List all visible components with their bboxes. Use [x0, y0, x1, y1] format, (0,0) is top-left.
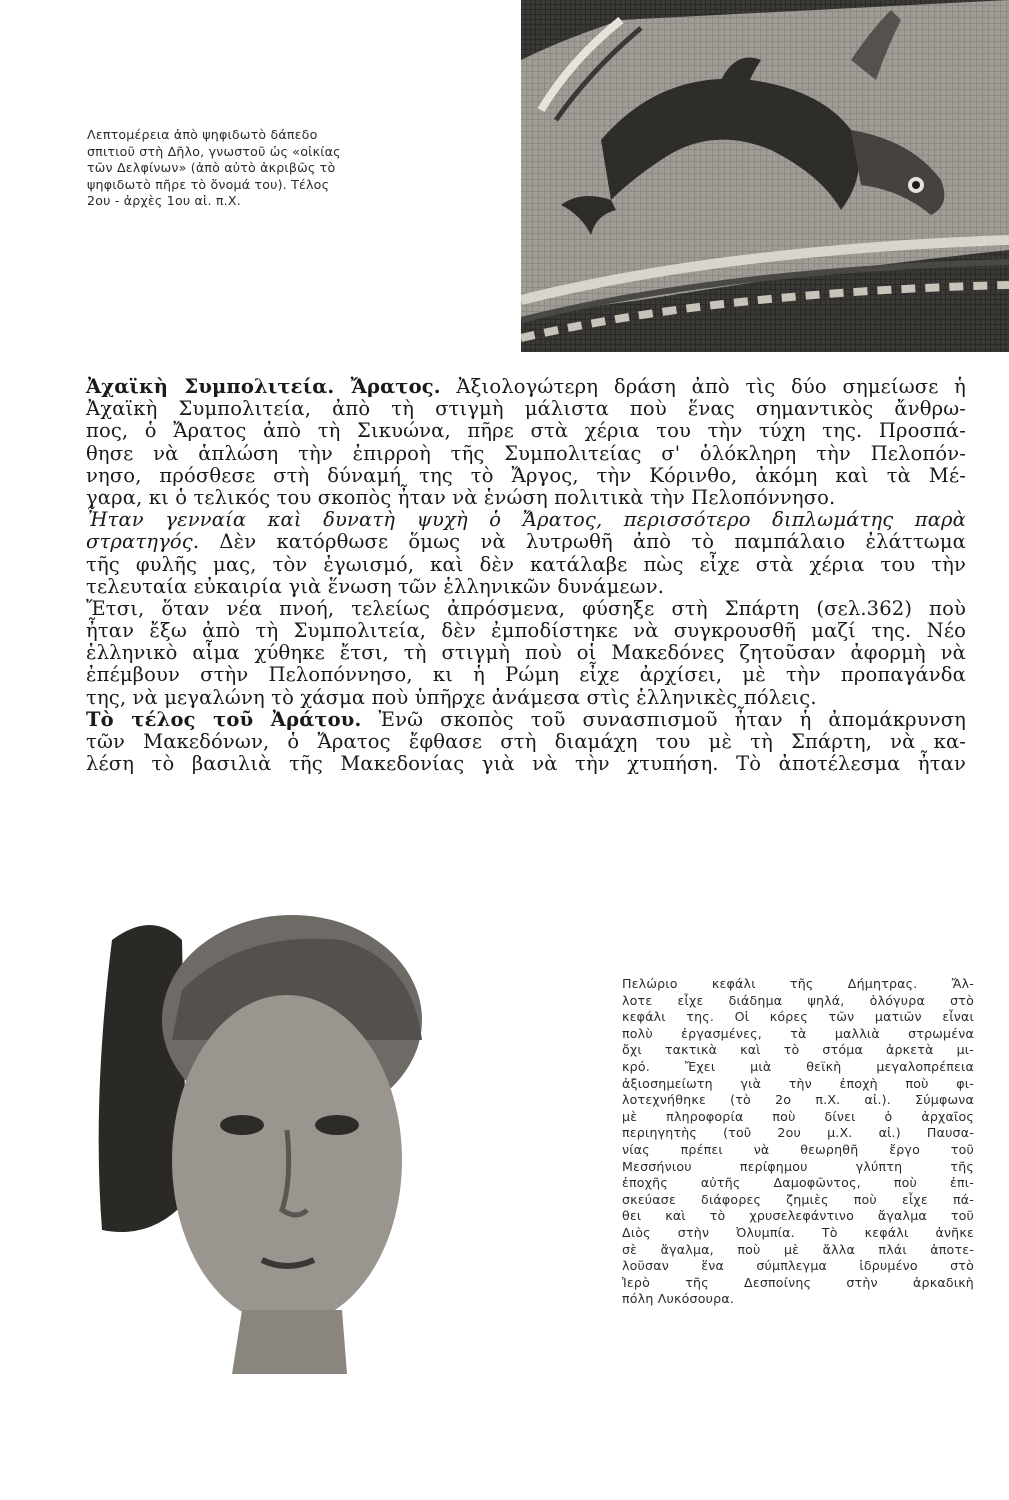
- caption-line: περιηγητὴς (τοῦ 2ου μ.Χ. αἰ.) Παυσα-: [622, 1125, 974, 1141]
- caption-line: πόλη Λυκόσουρα.: [622, 1291, 735, 1307]
- text-line: Ἀχαϊκὴ Συμπολιτεία, ἀπὸ τὴ στιγμὴ μάλιστα ποὺ ἕνας σημαντικὸς ἄνθρω-: [86, 397, 966, 421]
- caption-line: κρό. Ἔχει μιὰ θεϊκὴ μεγαλοπρέπεια: [622, 1058, 974, 1074]
- caption-line: ὄχι τακτικὰ καὶ τὸ στόμα ἀρκετὰ μι-: [622, 1042, 974, 1058]
- caption-line: νίας πρέπει νὰ θεωρηθῆ ἔργο τοῦ: [622, 1141, 974, 1157]
- main-article-text: [86, 376, 966, 775]
- text-line: πος, ὁ Ἄρατος ἀπὸ τὴ Σικυώνα, πῆρε στὰ χέρια του τὴν τύχη της. Προσπά-: [86, 419, 966, 443]
- text-line: τελευταία εὐκαιρία γιὰ ἕνωση τῶν ἑλληνικῶν δυνάμεων.: [86, 574, 665, 598]
- caption-line: Μεσσήνιου περίφημου γλύπτη τῆς: [622, 1158, 974, 1174]
- caption-line: ψηφιδωτὸ πῆρε τὸ ὄνομά του). Τέλος: [87, 176, 330, 192]
- text-line: τῆς φυλῆς μας, τὸν ἐγωισμό, καὶ δὲν κατάλαβε πὼς εἶχε στὰ χέρια του τὴν: [86, 552, 966, 576]
- caption-line: λοτεχνήθηκε (τὸ 2ο π.Χ. αἰ.). Σύμφωνα: [622, 1092, 974, 1108]
- demeter-caption: [622, 976, 974, 1308]
- caption-line: τῶν Δελφίνων» (ἀπὸ αὐτὸ ἀκριβῶς τὸ: [87, 160, 336, 176]
- text-line: Τὸ τέλος τοῦ Ἀράτου. Ἐνῶ σκοπὸς τοῦ συνασπισμοῦ ἦταν ἡ ἀπομάκρυνση: [86, 707, 966, 731]
- caption-line: λοῦσαν ἕνα σύμπλεγμα ἱδρυμένο στὸ: [622, 1258, 974, 1274]
- section-heading-achaean-league: Ἀχαϊκὴ Συμπολιτεία. Ἄρατος.: [86, 375, 441, 398]
- caption-line: σὲ ἄγαλμα, ποὺ μὲ ἄλλα πλάι ἀποτε-: [622, 1241, 974, 1257]
- caption-line: Διὸς στὴν Ὀλυμπία. Τὸ κεφάλι ἀνῆκε: [622, 1224, 974, 1240]
- caption-line: ἀξιοσημείωτη γιὰ τὴν ἐποχὴ ποὺ φι-: [622, 1075, 974, 1091]
- text-line: ἦταν ἔξω ἀπὸ τὴ Συμπολιτεία, δὲν ἐμποδίστηκε νὰ συγκρουσθῆ μαζί της. Νέο: [86, 619, 966, 643]
- caption-line: 2ου - ἀρχὲς 1ου αἱ. π.Χ.: [87, 193, 241, 209]
- caption-line: Πελώριο κεφάλι τῆς Δήμητρας. Ἄλ-: [622, 976, 974, 991]
- text-line: τῶν Μακεδόνων, ὁ Ἄρατος ἔφθασε στὴ διαμάχη του μὲ τὴ Σπάρτη, νὰ κα-: [86, 730, 966, 753]
- text-line: θησε νὰ ἁπλώση τὴν ἐπιρροὴ τῆς Συμπολιτείας σ' ὁλόκληρη τὴν Πελοπόν-: [86, 441, 966, 465]
- text-line: ἐπέμβουν στὴν Πελοπόννησο, κι ἡ Ρώμη εἶχε ἀρχίσει, μὲ τὴν προπαγάνδα: [86, 663, 966, 687]
- mosaic-caption: [87, 127, 447, 210]
- text-line: ἑλληνικὸ αἷμα χύθηκε ἔτσι, τὴ στιγμὴ ποὺ οἱ Μακεδόνες ζητοῦσαν ἀφορμὴ νὰ: [86, 641, 966, 665]
- dolphin-mosaic-photo: [521, 0, 1009, 352]
- text-line: λέση τὸ βασιλιὰ τῆς Μακεδονίας γιὰ νὰ τὴν χτυπήση. Τὸ ἀποτέλεσμα ἦταν: [86, 752, 966, 776]
- caption-line: σπιτιοῦ στὴ Δῆλο, γνωστοῦ ὡς «οἰκίας: [87, 143, 341, 159]
- text-line: Ἔτσι, ὅταν νέα πνοή, τελείως ἀπρόσμενα, φύσηξε στὴ Σπάρτη (σελ.362) ποὺ: [86, 596, 966, 620]
- text-line: της, νὰ μεγαλώνη τὸ χάσμα ποὺ ὑπῆρχε ἀνάμεσα στὶς ἑλληνικὲς πόλεις.: [86, 685, 817, 709]
- caption-line: θει καὶ τὸ χρυσελεφάντινο ἄγαλμα τοῦ: [622, 1208, 974, 1224]
- caption-line: Λεπτομέρεια ἀπὸ ψηφιδωτὸ δάπεδο: [87, 127, 318, 142]
- text-line: νησο, πρόσθεσε στὴ δύναμή της τὸ Ἄργος, τὴν Κόρινθο, ἀκόμη καὶ τὰ Μέ-: [86, 463, 966, 487]
- text-line: Ἀχαϊκὴ Συμπολιτεία. Ἄρατος. Ἀξιολογώτερη δράση ἀπὸ τὶς δύο σημείωσε ἡ: [86, 375, 966, 398]
- caption-line: σκεύασε διάφορες ζημιὲς ποὺ εἶχε πά-: [622, 1191, 974, 1207]
- section-heading-end-of-aratus: Τὸ τέλος τοῦ Ἀράτου.: [86, 707, 362, 731]
- caption-line: ἐποχῆς αὐτῆς Δαμοφῶντος, ποὺ ἐπι-: [622, 1175, 974, 1191]
- caption-line: μὲ πληροφορία ποὺ δίνει ὁ ἀρχαῖος: [622, 1108, 974, 1124]
- caption-line: λοτε εἶχε διάδημα ψηλά, ὁλόγυρα στὸ: [622, 992, 974, 1008]
- caption-line: πολὺ ἐργασμένες, τὰ μαλλιὰ στρωμένα: [622, 1025, 974, 1041]
- demeter-head-photo: [92, 900, 477, 1374]
- text-line: στρατηγός. Δὲν κατόρθωσε ὅμως νὰ λυτρωθῆ ἀπὸ τὸ παμπάλαιο ἐλάττωμα: [86, 530, 966, 554]
- text-line: γαρα, κι ὁ τελικός του σκοπὸς ἦταν νὰ ἑνώση πολιτικὰ τὴν Πελοπόννησο.: [86, 485, 836, 509]
- text-line: Ἦταν γενναία καὶ δυνατὴ ψυχὴ ὁ Ἄρατος, περισσότερο διπλωμάτης παρὰ: [86, 508, 966, 532]
- caption-line: Ἱερὸ τῆς Δεσποίνης στὴν ἀρκαδικὴ: [622, 1274, 974, 1290]
- caption-line: κεφάλι της. Οἱ κόρες τῶν ματιῶν εἶναι: [622, 1009, 974, 1025]
